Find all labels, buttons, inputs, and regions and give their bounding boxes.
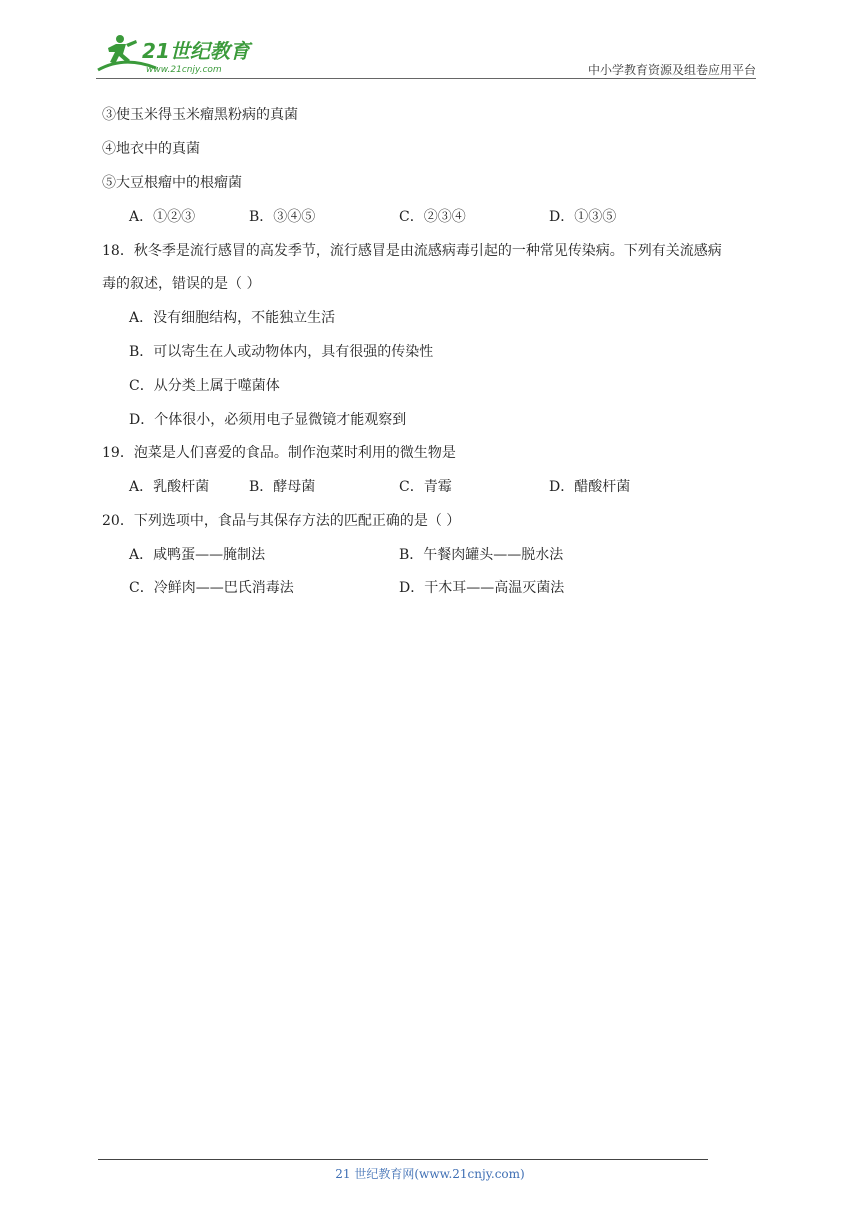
q17-option-b: B．③④⑤: [249, 209, 316, 225]
q18-option-c: C．从分类上属于噬菌体: [129, 378, 280, 394]
q19-option-a: A．乳酸杆菌: [129, 479, 210, 495]
q18-option-b: B．可以寄生在人或动物体内，具有很强的传染性: [129, 344, 434, 360]
q18-stem-line-2: 毒的叙述，错误的是（ ）: [102, 276, 261, 292]
q19-stem: 19．泡菜是人们喜爱的食品。制作泡菜时利用的微生物是: [102, 445, 456, 461]
q20-option-c: C．冷鲜肉——巴氏消毒法: [129, 580, 294, 596]
q18-stem-line-1: 18．秋冬季是流行感冒的高发季节，流行感冒是由流感病毒引起的一种常见传染病。下列有关流感病: [102, 243, 722, 259]
q17-item-5: ⑤大豆根瘤中的根瘤菌: [102, 175, 242, 191]
q18-option-a: A．没有细胞结构，不能独立生活: [129, 310, 336, 326]
footer-divider: [98, 1159, 708, 1160]
svg-text:21世纪教育: 21世纪教育: [142, 39, 250, 63]
q20-stem: 20．下列选项中，食品与其保存方法的匹配正确的是（ ）: [102, 513, 461, 529]
q19-option-b: B．酵母菌: [249, 479, 316, 495]
q17-item-3: ③使玉米得玉米瘤黑粉病的真菌: [102, 107, 298, 123]
q17-option-d: D．①③⑤: [549, 209, 617, 225]
svg-text:www.21cnjy.com: www.21cnjy.com: [146, 65, 222, 75]
q18-option-d: D．个体很小，必须用电子显微镜才能观察到: [129, 412, 407, 428]
footer-link[interactable]: 21 世纪教育网(www.21cnjy.com): [335, 1167, 525, 1181]
q17-item-4: ④地衣中的真菌: [102, 141, 200, 157]
q20-option-a: A．咸鸭蛋——腌制法: [129, 547, 266, 563]
q17-option-c: C．②③④: [399, 209, 466, 225]
q19-option-c: C．青霉: [399, 479, 452, 495]
q20-option-d: D．干木耳——高温灭菌法: [399, 580, 565, 596]
q20-option-b: B．午餐肉罐头——脱水法: [399, 547, 564, 563]
q17-option-a: A．①②③: [129, 209, 196, 225]
q19-option-d: D．醋酸杆菌: [549, 479, 631, 495]
platform-title: 中小学教育资源及组卷应用平台: [587, 63, 756, 77]
